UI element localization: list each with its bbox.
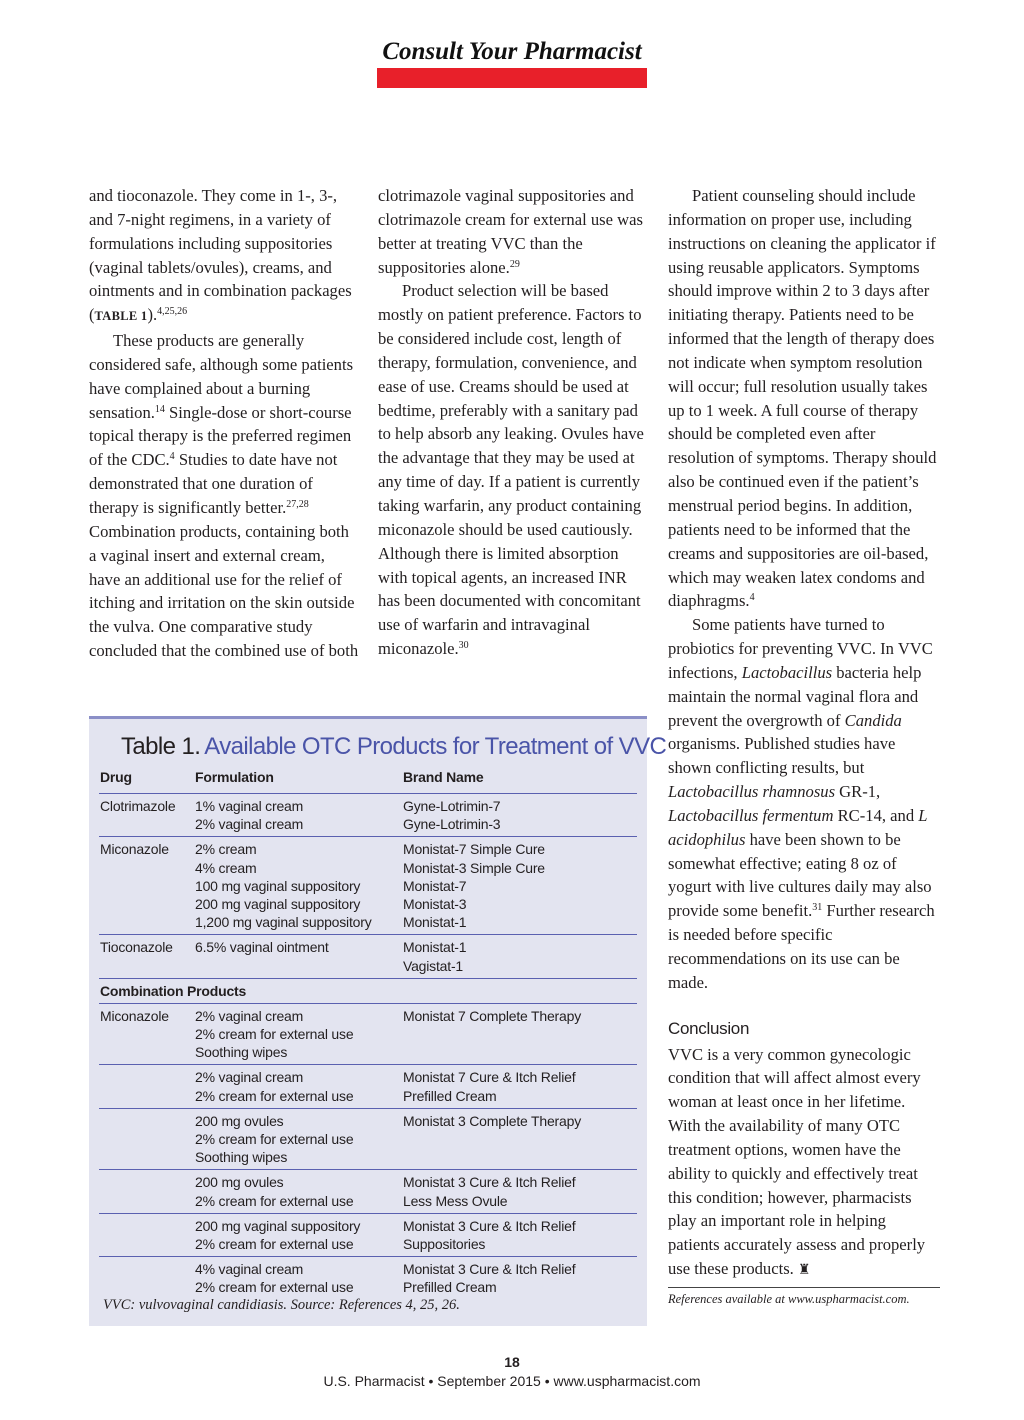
references-note: References available at www.uspharmacist.com. — [668, 1287, 940, 1308]
cell-brand-name: Monistat 7 Complete Therapy — [403, 1007, 581, 1024]
page-number: 18 — [504, 1354, 520, 1370]
table-row — [99, 1256, 637, 1299]
paragraph: These products are generally considered safe, although some patients have complained about a burning sensation.$^{14}$ Single-dose or short-course topical therapy is the preferred regimen of the CDC.$^4$ Studies to date have not demonstrated that one duration of therapy is significantly better.$^{27,28}$ Combination products, containing both a vaginal insert and external cream, have an additional use for the relief of itching and irritation on the skin outside the vulva. One comparative study concluded that the combined use of both — [89, 331, 359, 661]
end-mark-icon: ♜ — [797, 1263, 811, 1279]
table-reference: TABLE 1 — [94, 309, 148, 324]
cell-formulation: 4% vaginal cream 2% cream for external use — [195, 1261, 354, 1296]
table-title: Table 1. Available OTC Products for Treatment of VVC — [121, 733, 667, 760]
cell-formulation: 6.5% vaginal ointment — [195, 939, 329, 956]
otc-products-table — [89, 716, 667, 1326]
column-header-drug: Drug — [100, 769, 132, 785]
table-header-row — [99, 769, 637, 791]
table-footnote: VVC: vulvovaginal candidiasis. Source: References 4, 25, 26. — [103, 1297, 460, 1313]
cell-formulation: 200 mg ovules 2% cream for external use — [195, 1174, 354, 1209]
column-header-formulation: Formulation — [195, 769, 274, 785]
footer-publication-line: U.S. Pharmacist • September 2015 • www.uspharmacist.com — [323, 1373, 701, 1389]
text-column-3 — [668, 184, 940, 1308]
table-row — [99, 1169, 637, 1212]
paragraph: and tioconazole. They come in 1-, 3-, and 7-night regimens, in a variety of formulations including suppositories (vaginal tablets/ovules), creams, and ointments and in combination packages (TABLE 1).$^{4,25,26}$ — [89, 186, 352, 325]
header-red-bar — [377, 68, 647, 88]
table-row — [99, 934, 637, 977]
cell-formulation: 1% vaginal cream 2% vaginal cream — [195, 798, 304, 833]
cell-brand-name: Gyne-Lotrimin-7 Gyne-Lotrimin-3 — [403, 798, 501, 833]
table-subheading-combination: Combination Products — [99, 978, 637, 1003]
text-column-1 — [89, 184, 359, 663]
cell-brand-name: Monistat 3 Cure & Itch Relief Prefilled Cream — [403, 1261, 576, 1296]
column-header-brand: Brand Name — [403, 769, 484, 785]
cell-formulation: 200 mg ovules 2% cream for external use Soothing wipes — [195, 1112, 354, 1166]
paragraph: clotrimazole vaginal suppositories and clotrimazole cream for external use was better at treating VVC than the suppositories alone.$^{29}$ — [378, 186, 643, 277]
table-row — [99, 1108, 637, 1170]
running-header-title: Consult Your Pharmacist — [382, 38, 642, 65]
table-row — [99, 1003, 637, 1065]
cell-drug: Tioconazole — [100, 939, 173, 956]
paragraph: Some patients have turned to probiotics for preventing VVC. In VVC infections, Lactobacillus bacteria help maintain the normal vaginal flora and prevent the overgrowth of Candida organisms. Published studies have shown conflicting results, but Lactobacillus rhamnosus GR-1, Lactobacillus fermentum RC-14, and L acidophilus have been shown to be somewhat effective; eating 8 oz of yogurt with live cultures daily may also provide some benefit.$^{31}$ Further research is needed before specific recommendations on its use can be made. — [668, 615, 935, 992]
cell-drug: Clotrimazole — [100, 798, 176, 814]
cell-formulation: 2% vaginal cream 2% cream for external use — [195, 1069, 354, 1104]
cell-brand-name: Monistat 3 Cure & Itch Relief Less Mess Ovule — [403, 1174, 576, 1209]
section-heading-conclusion: Conclusion — [668, 1018, 750, 1038]
paragraph: Product selection will be based mostly on patient preference. Factors to be considered include cost, length of therapy, formulation, convenience, and ease of use. Creams should be used at bedtime, preferably with a sanitary pad to help absorb any leaking. Ovules have the advantage that they may be used at any time of day. If a patient is currently taking warfarin, any product containing miconazole should be used cautiously. Although there is limited absorption with topical agents, an increased INR has been documented with concomitant use of warfarin and intravaginal miconazole.$^{30}$ — [378, 281, 644, 659]
table-row — [99, 1213, 637, 1256]
cell-brand-name: Monistat 3 Complete Therapy — [403, 1112, 581, 1129]
cell-formulation: 200 mg vaginal suppository 2% cream for external use — [195, 1217, 361, 1252]
cell-brand-name: Monistat-7 Simple Cure Monistat-3 Simple Cure Monistat-7 Monistat-3 Monistat-1 — [403, 841, 545, 931]
cell-drug: Miconazole — [100, 841, 169, 858]
cell-formulation: 2% cream 4% cream 100 mg vaginal suppository 200 mg vaginal suppository 1,200 mg vaginal suppository — [195, 841, 372, 931]
text-column-2 — [378, 184, 648, 661]
cell-brand-name: Monistat 3 Cure & Itch Relief Suppositories — [403, 1217, 576, 1252]
cell-brand-name: Monistat 7 Cure & Itch Relief Prefilled Cream — [403, 1069, 576, 1104]
cell-formulation: 2% vaginal cream 2% cream for external use Soothing wipes — [195, 1007, 354, 1061]
table-row — [99, 836, 637, 934]
table-row — [99, 793, 637, 836]
paragraph: VVC is a very common gynecologic condition that will affect almost every woman at least once in her lifetime. With the availability of many OTC treatment options, women have the ability to quickly and effectively treat this condition; however, pharmacists play an important role in helping patients accurately assess and properly use these products. ♜ — [668, 1044, 926, 1279]
table-body — [99, 793, 637, 1300]
cell-brand-name: Monistat-1 Vagistat-1 — [403, 939, 467, 974]
table-row — [99, 1064, 637, 1107]
paragraph: Patient counseling should include information on proper use, including instructions on cleaning the applicator if using reusable applicators. Symptoms should improve within 2 to 3 days after initiating therapy. Patients need to be informed that the length of therapy does not indicate when symptom resolution will occur; full resolution usually takes up to 1 week. A full course of therapy should be completed even after resolution of symptoms. Therapy should also be continued even if the patient’s menstrual period begins. In addition, patients need to be informed that the creams and suppositories are oil-based, which may weaken latex condoms and diaphragms.$^4$ — [668, 186, 937, 611]
cell-drug: Miconazole — [100, 1007, 169, 1024]
